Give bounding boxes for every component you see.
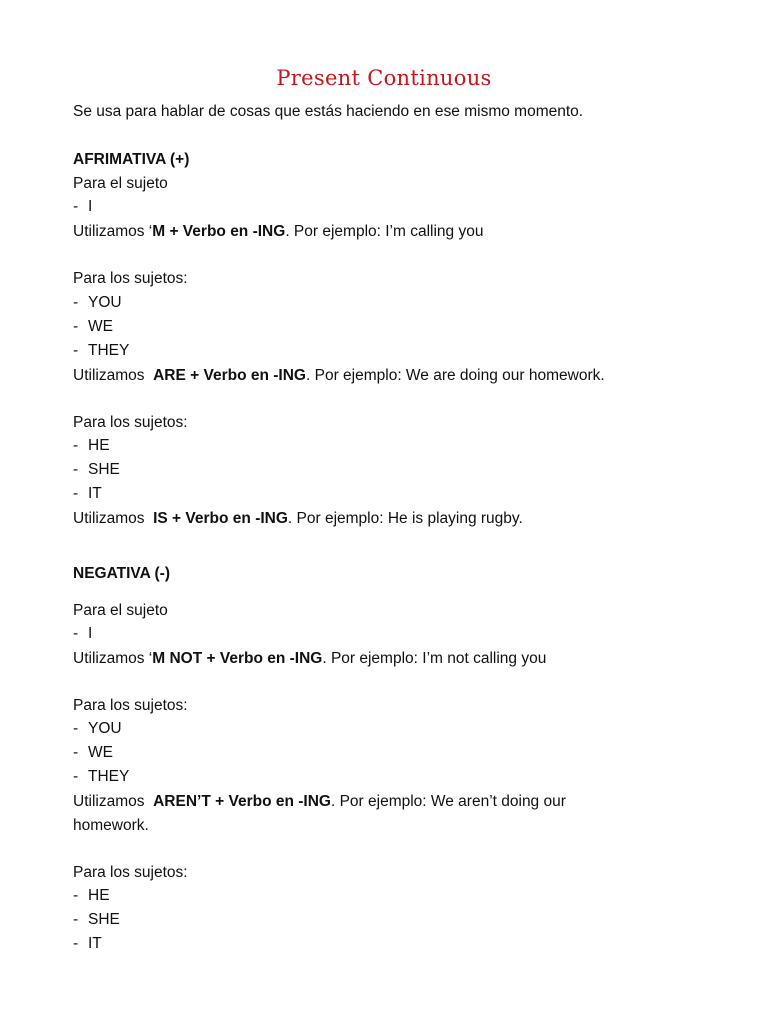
bullet-dash: -	[73, 485, 79, 502]
bullet-dash: -	[73, 294, 79, 311]
subject-label: YOU	[88, 294, 122, 311]
rule-text: Utilizamos	[73, 510, 154, 527]
bullet-dash: -	[73, 911, 79, 928]
subject-list-item	[73, 460, 120, 480]
subject-label: THEY	[88, 342, 130, 359]
subject-list-item	[73, 197, 92, 217]
negative-g2-label: Para los sujetos:	[73, 697, 188, 714]
subject-list-item	[73, 293, 122, 313]
negative-heading: NEGATIVA (-)	[73, 565, 171, 582]
subject-list-item	[73, 767, 129, 787]
negative-g1-rule	[73, 649, 546, 669]
subject-label: I	[88, 198, 93, 215]
subject-list-item	[73, 436, 110, 456]
subject-label: IT	[88, 935, 102, 952]
subject-list-item	[73, 886, 110, 906]
affirmative-heading: AFRIMATIVA (+)	[73, 151, 190, 168]
bullet-dash: -	[73, 887, 79, 904]
rule-formula: ARE + Verbo en -ING	[153, 367, 306, 384]
bullet-dash: -	[73, 198, 79, 215]
subject-list-item	[73, 484, 102, 504]
bullet-dash: -	[73, 342, 79, 359]
subject-label: SHE	[88, 911, 120, 928]
negative-g1-label: Para el sujeto	[73, 602, 168, 619]
page-title: Present Continuous	[276, 66, 492, 90]
rule-formula: M NOT + Verbo en -ING	[152, 650, 323, 667]
subject-list-item	[73, 317, 113, 337]
affirmative-g3-label: Para los sujetos:	[73, 414, 188, 431]
bullet-dash: -	[73, 768, 79, 785]
subject-label: SHE	[88, 461, 120, 478]
rule-text: Utilizamos	[73, 793, 154, 810]
subject-list-item	[73, 719, 122, 739]
rule-example: . Por ejemplo: He is playing rugby.	[287, 510, 523, 527]
bullet-dash: -	[73, 318, 79, 335]
subject-label: THEY	[88, 768, 130, 785]
subject-list-item	[73, 910, 120, 930]
subject-list-item	[73, 934, 102, 954]
bullet-dash: -	[73, 461, 79, 478]
bullet-dash: -	[73, 625, 79, 642]
subject-label: YOU	[88, 720, 122, 737]
rule-example: . Por ejemplo: We are doing our homework.	[306, 367, 605, 384]
bullet-dash: -	[73, 437, 79, 454]
rule-text: Utilizamos ‘	[73, 650, 153, 667]
bullet-dash: -	[73, 720, 79, 737]
subject-label: WE	[88, 744, 113, 761]
rule-formula: M + Verbo en -ING	[152, 223, 286, 240]
affirmative-g1-label: Para el sujeto	[73, 175, 168, 192]
bullet-dash: -	[73, 744, 79, 761]
rule-text: Utilizamos ‘	[73, 223, 153, 240]
subject-label: HE	[88, 437, 110, 454]
subject-label: HE	[88, 887, 110, 904]
bullet-dash: -	[73, 935, 79, 952]
affirmative-g1-rule	[73, 222, 483, 242]
rule-formula: AREN’T + Verbo en -ING	[153, 793, 331, 810]
rule-text: Utilizamos	[73, 367, 154, 384]
affirmative-g2-rule	[73, 366, 605, 386]
rule-example: . Por ejemplo: I’m calling you	[285, 223, 484, 240]
intro-text: Se usa para hablar de cosas que estás haciendo en ese mismo momento.	[73, 103, 584, 120]
subject-label: I	[88, 625, 93, 642]
rule-example: . Por ejemplo: I’m not calling you	[322, 650, 547, 667]
negative-g2-rule	[73, 792, 566, 812]
subject-list-item	[73, 743, 113, 763]
affirmative-g3-rule	[73, 509, 523, 529]
rule-formula: IS + Verbo en -ING	[153, 510, 288, 527]
negative-g3-label: Para los sujetos:	[73, 864, 188, 881]
subject-label: IT	[88, 485, 102, 502]
subject-list-item	[73, 341, 129, 361]
affirmative-g2-label: Para los sujetos:	[73, 270, 188, 287]
subject-label: WE	[88, 318, 113, 335]
negative-g2-rule-continuation: homework.	[73, 817, 149, 834]
rule-example: . Por ejemplo: We aren’t doing our	[330, 793, 566, 810]
subject-list-item	[73, 624, 92, 644]
